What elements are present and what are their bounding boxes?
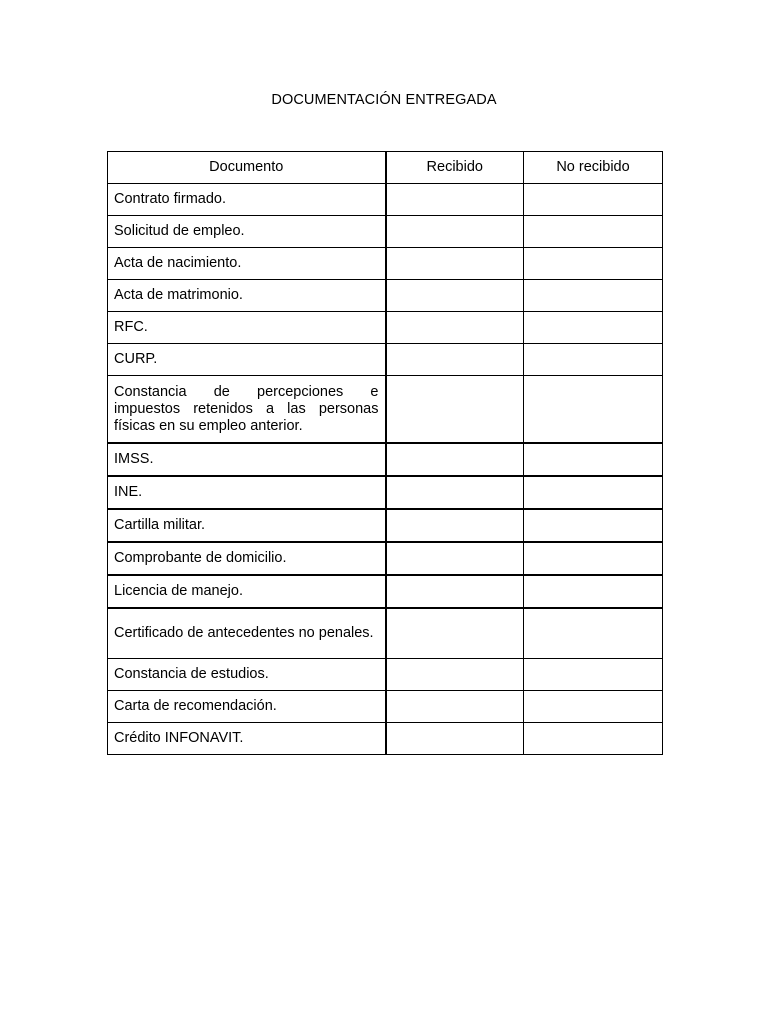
document-name-cell: CURP. bbox=[108, 344, 386, 376]
table-header-row bbox=[108, 152, 663, 184]
not-received-cell[interactable] bbox=[524, 344, 663, 376]
table-row bbox=[108, 344, 663, 376]
not-received-cell[interactable] bbox=[524, 723, 663, 755]
document-name-cell: INE. bbox=[108, 476, 386, 509]
received-cell[interactable] bbox=[386, 476, 524, 509]
received-cell[interactable] bbox=[386, 312, 524, 344]
not-received-cell[interactable] bbox=[524, 248, 663, 280]
table-row bbox=[108, 476, 663, 509]
document-name-cell: Constancia de percepciones e impuestos retenidos a las personas físicas en su empleo anterior. bbox=[108, 376, 386, 444]
table-row bbox=[108, 443, 663, 476]
document-name-cell: Acta de matrimonio. bbox=[108, 280, 386, 312]
received-cell[interactable] bbox=[386, 344, 524, 376]
received-cell[interactable] bbox=[386, 376, 524, 444]
table-row bbox=[108, 376, 663, 444]
not-received-cell[interactable] bbox=[524, 608, 663, 659]
document-name-cell: IMSS. bbox=[108, 443, 386, 476]
header-recibido: Recibido bbox=[386, 152, 524, 184]
received-cell[interactable] bbox=[386, 659, 524, 691]
not-received-cell[interactable] bbox=[524, 476, 663, 509]
header-documento: Documento bbox=[108, 152, 386, 184]
not-received-cell[interactable] bbox=[524, 216, 663, 248]
table-row bbox=[108, 723, 663, 755]
not-received-cell[interactable] bbox=[524, 376, 663, 444]
document-name-cell: Certificado de antecedentes no penales. bbox=[108, 608, 386, 659]
received-cell[interactable] bbox=[386, 691, 524, 723]
table-row bbox=[108, 659, 663, 691]
table-row bbox=[108, 216, 663, 248]
table-row bbox=[108, 575, 663, 608]
document-name-cell: Contrato firmado. bbox=[108, 184, 386, 216]
table-row bbox=[108, 542, 663, 575]
table-row bbox=[108, 608, 663, 659]
not-received-cell[interactable] bbox=[524, 443, 663, 476]
table-row bbox=[108, 691, 663, 723]
table-row bbox=[108, 184, 663, 216]
received-cell[interactable] bbox=[386, 542, 524, 575]
not-received-cell[interactable] bbox=[524, 184, 663, 216]
received-cell[interactable] bbox=[386, 280, 524, 312]
received-cell[interactable] bbox=[386, 723, 524, 755]
received-cell[interactable] bbox=[386, 443, 524, 476]
document-name-cell: Comprobante de domicilio. bbox=[108, 542, 386, 575]
document-name-cell: Carta de recomendación. bbox=[108, 691, 386, 723]
not-received-cell[interactable] bbox=[524, 509, 663, 542]
document-name-cell: Acta de nacimiento. bbox=[108, 248, 386, 280]
received-cell[interactable] bbox=[386, 575, 524, 608]
received-cell[interactable] bbox=[386, 216, 524, 248]
not-received-cell[interactable] bbox=[524, 691, 663, 723]
received-cell[interactable] bbox=[386, 608, 524, 659]
not-received-cell[interactable] bbox=[524, 542, 663, 575]
document-name-cell: Crédito INFONAVIT. bbox=[108, 723, 386, 755]
not-received-cell[interactable] bbox=[524, 659, 663, 691]
document-name-cell: RFC. bbox=[108, 312, 386, 344]
document-title: DOCUMENTACIÓN ENTREGADA bbox=[271, 92, 497, 108]
document-name-cell: Constancia de estudios. bbox=[108, 659, 386, 691]
received-cell[interactable] bbox=[386, 248, 524, 280]
table-row bbox=[108, 509, 663, 542]
not-received-cell[interactable] bbox=[524, 575, 663, 608]
table-row bbox=[108, 312, 663, 344]
document-name-cell: Licencia de manejo. bbox=[108, 575, 386, 608]
document-name-cell: Solicitud de empleo. bbox=[108, 216, 386, 248]
documents-checklist-table bbox=[107, 151, 663, 755]
document-name-cell: Cartilla militar. bbox=[108, 509, 386, 542]
table-row bbox=[108, 248, 663, 280]
received-cell[interactable] bbox=[386, 184, 524, 216]
header-no-recibido: No recibido bbox=[524, 152, 663, 184]
not-received-cell[interactable] bbox=[524, 312, 663, 344]
received-cell[interactable] bbox=[386, 509, 524, 542]
not-received-cell[interactable] bbox=[524, 280, 663, 312]
table-row bbox=[108, 280, 663, 312]
